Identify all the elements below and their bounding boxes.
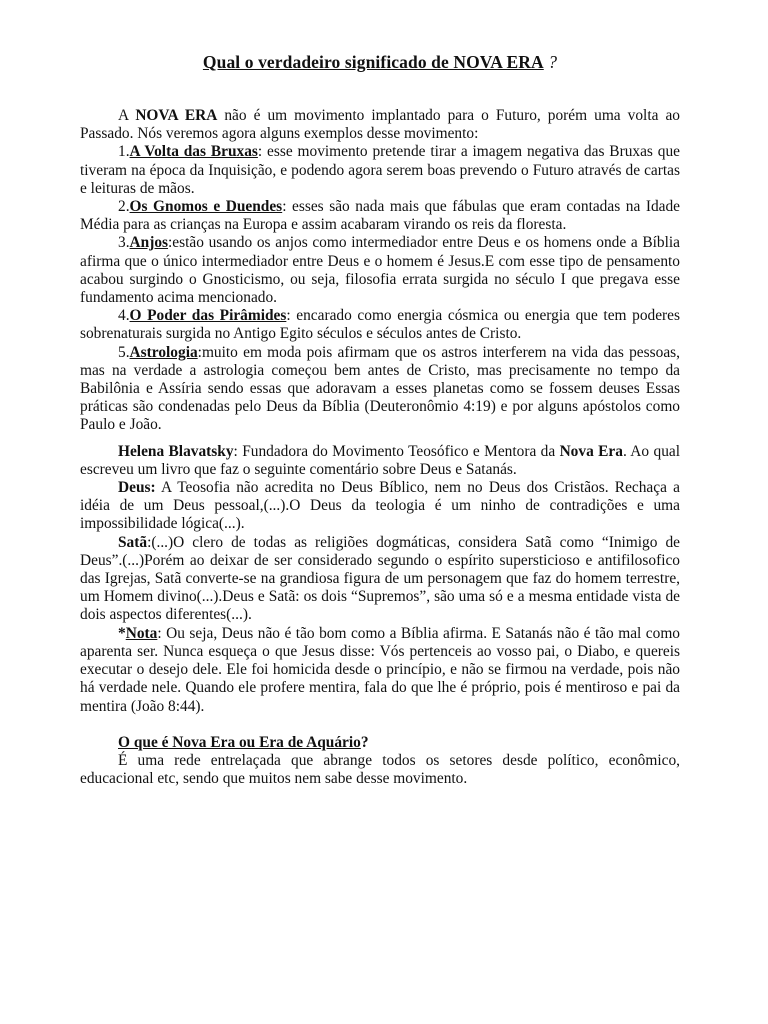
item-number: 5.	[118, 343, 130, 361]
item-heading: Os Gnomos e Duendes	[129, 198, 283, 216]
item-number: 4.	[118, 307, 130, 325]
section-heading-text: O que é Nova Era ou Era de Aquário	[118, 733, 361, 751]
deus-text: A Teosofia não acredita no Deus Bíblico, nem no Deus dos Cristãos. Rechaça a idéia de um Deus pessoal,(...).O Deus da teologia é um ninho de contradições e uma impossibilidade lógica(...).	[80, 479, 680, 533]
item-number: 2.	[118, 198, 130, 216]
item-text: :estão usando os anjos como intermediador entre Deus e os homens onde a Bíblia afirma que o único intermediador entre Deus e o homem é Jesus.E com esse tipo de pensamento acabou surgindo o Gnosticismo, ou seja, filosofia errata surgida no século I que pregava esse fundamento acima mencionado.	[80, 234, 680, 307]
item-3	[80, 234, 680, 307]
blavatsky-paragraph	[80, 443, 680, 479]
blavatsky-text: : Fundadora do Movimento Teosófico e Mentora da	[233, 442, 560, 460]
sata-paragraph	[80, 534, 680, 625]
item-text: : esses são nada mais que fábulas que eram contadas na Idade Média para as crianças na Europa e assim acabaram virando os reis da floresta.	[80, 198, 681, 234]
section-heading	[80, 734, 680, 752]
item-2	[80, 198, 680, 234]
blavatsky-rest: . Ao qual escreveu um livro que faz o seguinte comentário sobre Deus e Satanás.	[80, 442, 680, 478]
intro-nova-era: NOVA ERA	[135, 107, 218, 124]
deus-label: Deus:	[118, 479, 156, 497]
title-text: Qual o verdadeiro significado de NOVA ERA	[202, 52, 544, 72]
item-text: : esse movimento pretende tirar a imagem negativa das Bruxas que tiveram na época da Inquisição, e podendo agora serem boas prevendo o Futuro através de cartas e leituras de mãos.	[80, 143, 680, 197]
item-heading: A Volta das Bruxas	[129, 143, 258, 161]
blavatsky-nova-era: Nova Era	[559, 442, 623, 460]
nota-star: *	[118, 624, 126, 642]
section-paragraph: É uma rede entrelaçada que abrange todos os setores desde político, econômico, educacional etc, sendo que muitos nem sabe desse movimento.	[80, 751, 680, 788]
item-1	[80, 143, 680, 198]
intro-text: não é um movimento implantado para o Futuro, porém uma volta ao Passado. Nós veremos agora alguns exemplos desse movimento:	[80, 107, 680, 143]
item-number: 1.	[118, 143, 130, 161]
nota-text: : Ou seja, Deus não é tão bom como a Bíblia afirma. E Satanás não é tão mal como aparenta ser. Nunca esqueça o que Jesus disse: Vós pertenceis ao vosso pai, o Diabo, e quereis executar o desejo dele. Ele foi homicida desde o princípio, e não se firmou na verdade, pois não há verdade nele. Quando ele profere mentira, fala do que lhe é próprio, pois é mentiroso e pai da mentira (João 8:44).	[80, 624, 680, 715]
item-heading: O Poder das Pirâmides	[129, 307, 287, 325]
blavatsky-name: Helena Blavatsky	[118, 442, 234, 460]
intro-lead: A	[118, 107, 136, 124]
deus-paragraph	[80, 479, 680, 534]
document-title	[80, 52, 680, 73]
nota-label: Nota	[125, 624, 158, 642]
sata-text: :(...)O clero de todas as religiões dogmáticas, considera Satã como “Inimigo de Deus”.(...)Porém ao deixar de ser considerado segundo o espírito supersticioso e antifilosofico das Igrejas, Satã converte-se na grandiosa figura de um personagem que faz do homem terrestre, um Homem divino(...).Deus e Satã: os dois “Supremos”, são uma só e a mesma entidade vista de dois aspectos diferentes(...).	[80, 533, 680, 624]
intro-paragraph	[80, 107, 680, 143]
item-text: : encarado como energia cósmica ou energia que tem poderes sobrenaturais surgida no Antigo Egito séculos e séculos antes de Cristo.	[80, 307, 680, 343]
item-text: :muito em moda pois afirmam que os astros interferem na vida das pessoas, mas na verdade a astrologia começou bem antes de Cristo, mas precisamente no tempo da Babilônia e Assíria sendo essas que adoravam a esses planetas como se fossem deuses Essas práticas são condenadas pelo Deus da Bíblia (Deuteronômio 4:19) e por alguns apóstolos como Paulo e João.	[80, 343, 680, 434]
section-heading-mark: ?	[360, 733, 369, 751]
item-heading: Astrologia	[129, 343, 198, 361]
nota-paragraph	[80, 625, 680, 716]
title-question-mark: ?	[543, 52, 558, 72]
item-5	[80, 344, 680, 435]
item-4	[80, 307, 680, 343]
item-number: 3.	[118, 234, 130, 252]
sata-label: Satã	[118, 533, 148, 551]
item-heading: Anjos	[129, 234, 169, 252]
